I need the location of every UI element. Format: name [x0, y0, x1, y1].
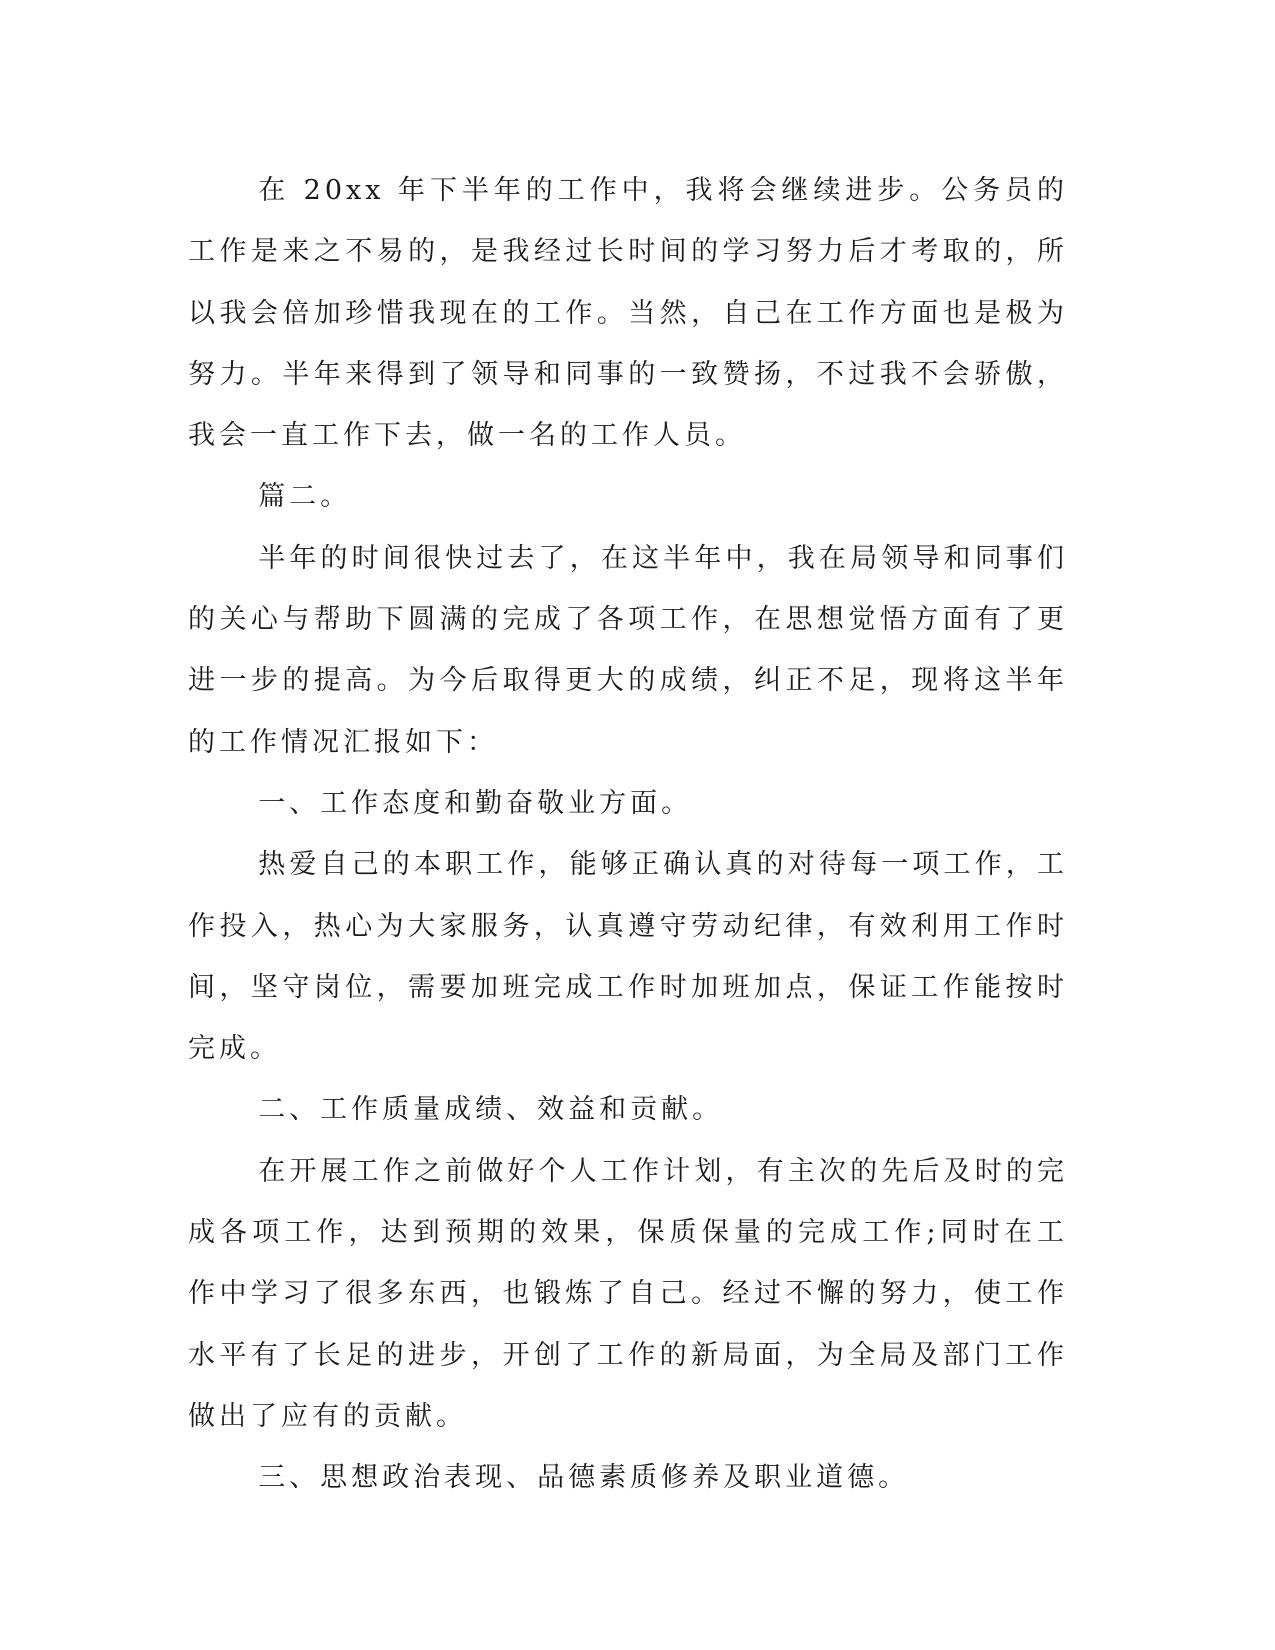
- paragraph-work-quality: 在开展工作之前做好个人工作计划，有主次的先后及时的完成各项工作，达到预期的效果，保质保量的完成工作;同时在工作中学习了很多东西，也锻炼了自己。经过不懈的努力，使工作水平有了长足的进步，开创了工作的新局面，为全局及部门工作做出了应有的贡献。: [188, 1155, 1068, 1432]
- heading-work-attitude: 一、工作态度和勤奋敬业方面。: [258, 787, 693, 819]
- paragraph-half-year-intro: 半年的时间很快过去了，在这半年中，我在局领导和同事们的关心与帮助下圆满的完成了各项工作，在思想觉悟方面有了更进一步的提高。为今后取得更大的成绩，纠正不足，现将这半年的工作情况汇报如下：: [188, 542, 1068, 758]
- paragraph-work-attitude: 热爱自己的本职工作，能够正确认真的对待每一项工作，工作投入，热心为大家服务，认真遵守劳动纪律，有效利用工作时间，坚守岗位，需要加班完成工作时加班加点，保证工作能按时完成。: [188, 849, 1068, 1065]
- heading-work-quality: 二、工作质量成绩、效益和贡献。: [258, 1094, 724, 1126]
- section-heading-part-two: 篇二。: [258, 481, 352, 513]
- document-body: [188, 160, 1068, 1509]
- heading-ideology-ethics: 三、思想政治表现、品德素质修养及职业道德。: [258, 1462, 910, 1494]
- paragraph-work-outlook: 在 20xx 年下半年的工作中，我将会继续进步。公务员的工作是来之不易的，是我经过长时间的学习努力后才考取的，所以我会倍加珍惜我现在的工作。当然，自己在工作方面也是极为努力。半年来得到了领导和同事的一致赞扬，不过我不会骄傲，我会一直工作下去，做一名的工作人员。: [188, 175, 1068, 452]
